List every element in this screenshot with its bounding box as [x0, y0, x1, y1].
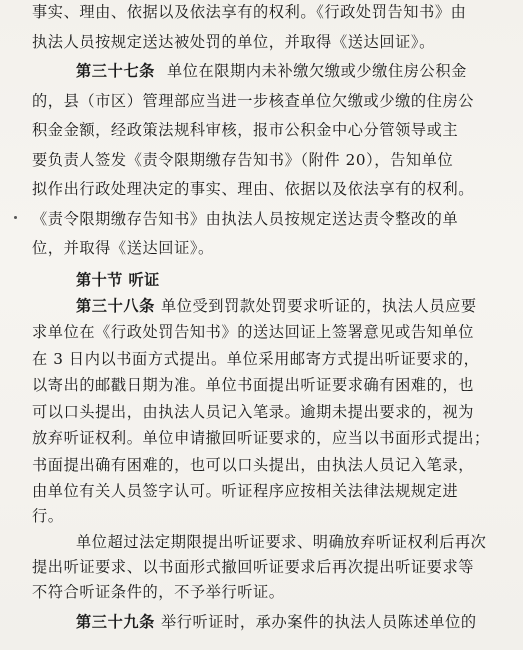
text-line-2: 执法人员按规定送达被处罚的单位，并取得《送达回证》。 [32, 32, 435, 51]
scan-speck [14, 216, 17, 219]
text-line-14: 以寄出的邮戳日期为准。单位书面提出听证要求确有困难的，也 [32, 376, 475, 394]
text-line-16: 放弃听证权利。单位申请撤回听证要求的，应当以书面形式提出； [32, 429, 490, 447]
text-line-17: 书面提出确有困难的，也可以口头提出，由执法人员记入笔录， [32, 455, 475, 474]
section-heading: 第十节 听证 [76, 271, 160, 289]
text-line-5: 积金金额，经政策法规科审核，报市公积金中心分管领导或主 [32, 121, 459, 139]
article-39-number: 第三十九条 [76, 613, 155, 631]
text-line-19: 行。 [32, 507, 64, 525]
text-line-20: 单位超过法定期限提出听证要求、明确放弃听证权利后再次 [76, 533, 487, 551]
text-line-3: 单位在限期内未补缴欠缴或少缴住房公积金 [166, 62, 467, 80]
text-line-8: 《责令限期缴存告知书》由执法人员按规定送达责令整改的单 [32, 209, 459, 228]
text-line-23: 举行听证时，承办案件的执法人员陈述单位的 [160, 613, 477, 631]
text-line-6: 要负责人签发《责令限期缴存告知书》（附件 20），告知单位 [32, 150, 454, 169]
text-line-1: 事实、理由、依据以及依法享有的权利。《行政处罚告知书》由 [32, 3, 467, 21]
text-line-4: 的，县（市区）管理部应当进一步核查单位欠缴或少缴的住房公 [32, 91, 475, 110]
text-line-13: 在 3 日内以书面方式提出。单位采用邮寄方式提出听证要求的， [32, 349, 480, 368]
text-line-9: 位，并取得《送达回证》。 [32, 239, 214, 257]
article-39-paragraph-start [76, 612, 477, 632]
text-line-11: 单位受到罚款处罚要求听证的，执法人员应要 [160, 297, 477, 315]
text-line-7: 拟作出行政处理决定的事实、理由、依据以及依法享有的权利。 [32, 180, 475, 198]
text-line-12: 求单位在《行政处罚告知书》的送达回证上签署意见或告知单位 [32, 323, 475, 341]
article-38-number: 第三十八条 [76, 297, 155, 315]
article-38-paragraph-start [76, 296, 477, 316]
text-line-15: 可以口头提出，由执法人员记入笔录。逾期未提出要求的，视为 [32, 402, 475, 421]
text-line-21: 提出听证要求、以书面形式撤回听证要求后再次提出听证要求等 [32, 558, 475, 576]
text-line-22: 不符合听证条件的，不予举行听证。 [32, 583, 285, 601]
article-37-paragraph-start [76, 61, 467, 81]
text-line-18: 由单位有关人员签字认可。听证程序应按相关法律法规规定进 [32, 482, 459, 500]
article-37-number: 第三十七条 [76, 62, 155, 80]
